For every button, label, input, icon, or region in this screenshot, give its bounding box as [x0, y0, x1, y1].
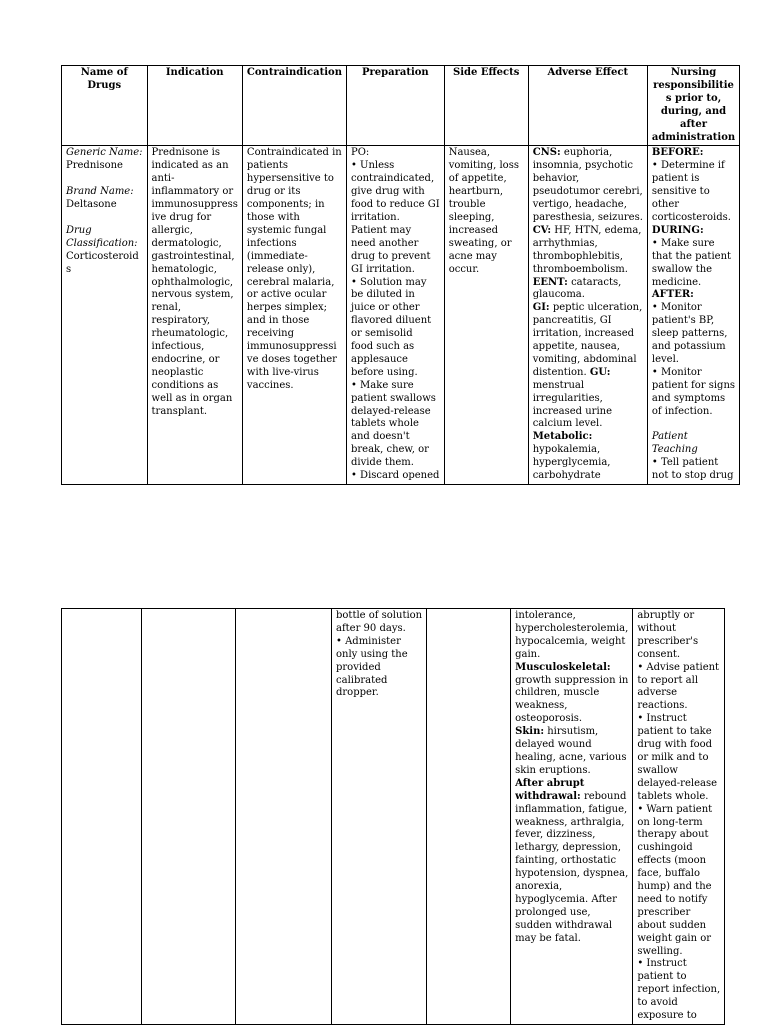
text-line: immunosuppress	[151, 199, 238, 211]
text-line: to report all	[637, 674, 699, 686]
text-line: be diluted in	[350, 289, 415, 301]
text-line: components; in	[246, 199, 325, 211]
text-line: exposure to	[637, 1010, 697, 1022]
text-line: sleep patterns,	[651, 328, 728, 340]
generic-name: Prednisone	[66, 160, 123, 172]
text-line: herpes simplex;	[246, 302, 328, 314]
text-line: patient to	[637, 971, 687, 983]
indication-cell	[142, 609, 236, 1025]
text-line: abruptly or	[637, 610, 695, 621]
text-line: • Monitor	[651, 302, 702, 314]
text-line: • Tell patient	[651, 457, 719, 469]
text-line: Nausea,	[448, 147, 491, 159]
text-line: conditions as	[151, 379, 219, 391]
drug-row	[62, 146, 740, 485]
text-line: those with	[246, 211, 300, 223]
text-line: provided	[336, 661, 381, 673]
text-line: • Monitor	[651, 366, 702, 378]
text-line: hematologic,	[151, 263, 217, 275]
drug-study-table-page-1	[61, 65, 740, 485]
text-line: neoplastic	[151, 366, 204, 378]
text-line: with live-virus	[246, 366, 319, 378]
text-line: occur.	[448, 263, 480, 275]
header-side-effects: Side Effects	[444, 66, 528, 146]
text-line: immunosuppressi	[246, 341, 337, 353]
text-line: GI irritation.	[350, 263, 415, 275]
text-line: divide them.	[350, 457, 414, 469]
text-line: ive drug for	[151, 211, 212, 223]
text-line: trouble	[448, 199, 486, 211]
text-line: • Administer	[336, 635, 401, 647]
brand-name-label: Brand Name:	[66, 186, 134, 198]
text-line: • Unless	[350, 160, 395, 172]
continuation-row	[62, 609, 725, 1025]
text-line: patients	[246, 160, 289, 172]
text-line: of appetite,	[448, 173, 507, 185]
text-line: release only),	[246, 263, 316, 275]
text-line: corticosteroids.	[651, 211, 731, 223]
text-line: drug with food	[637, 739, 713, 751]
text-line: need to notify	[637, 893, 708, 905]
text-line: flavored diluent	[350, 315, 432, 327]
header-adverse-effect: Adverse Effect	[528, 66, 647, 146]
text-line: about sudden	[637, 919, 707, 931]
text-line: give drug with	[350, 186, 425, 198]
text-line: hypersensitive to	[246, 173, 334, 185]
classification: Corticosteroid	[66, 250, 139, 262]
text-line: calibrated	[336, 674, 388, 686]
text-line: infectious,	[151, 341, 205, 353]
nursing-cell	[633, 609, 725, 1025]
text-line: swallow	[637, 764, 678, 776]
text-line: receiving	[246, 328, 295, 340]
text-line: other	[651, 199, 680, 211]
text-line: level.	[651, 353, 679, 365]
header-contraindication: Contraindication	[242, 66, 346, 146]
text-line: prescriber	[637, 906, 691, 918]
text-line: renal,	[151, 302, 181, 314]
text-line: systemic fungal	[246, 224, 327, 236]
text-line: allergic,	[151, 224, 193, 236]
text-line: tablets whole.	[637, 790, 709, 802]
text-line: indicated as an	[151, 160, 229, 172]
text-line: • Advise patient	[637, 661, 720, 673]
text-line: dropper.	[336, 687, 379, 699]
drug-study-table-page-2	[61, 608, 725, 1025]
text-line: without	[637, 622, 677, 634]
text-line: hump) and the	[637, 881, 712, 893]
side-effects-cell	[444, 146, 528, 485]
text-line: acne may	[448, 250, 497, 262]
text-line: tablets whole	[350, 418, 419, 430]
text-line: patient swallows	[350, 392, 436, 404]
text-line: report infection,	[637, 984, 721, 996]
text-line: • Make sure	[651, 237, 715, 249]
text-line: rheumatologic,	[151, 328, 229, 340]
text-line: adverse	[637, 687, 678, 699]
text-line: on long-term	[637, 816, 703, 828]
text-line: drug to prevent	[350, 250, 431, 262]
text-line: only using the	[336, 648, 408, 660]
text-line: consent.	[637, 648, 681, 660]
text-line: sensitive to	[651, 186, 710, 198]
drug-name-cell	[62, 609, 142, 1025]
text-line: medicine.	[651, 276, 702, 288]
text-line: increased	[448, 224, 499, 236]
adverse-effect-cell: intolerance, hypercholesterolemia, hypocalcemia, weight gain. Musculoskeletal: growth suppression in children, muscle weakness, osteoporosis. Skin: hirsutism, delayed wound healing, acne, various skin eruptions. After abrupt withdrawal: rebound inflammation, fatigue, weakness, arthralgia, fever, dizziness, lethargy, depression, fainting, orthostatic hypotension, dyspnea, anorexia, hypoglycemia. After prolonged use, sudden withdrawal may be fatal.	[511, 609, 633, 1025]
text-line: sleeping,	[448, 211, 495, 223]
text-line: and doesn't	[350, 431, 410, 443]
text-line: • Instruct	[637, 713, 687, 725]
text-line: irritation.	[350, 211, 400, 223]
text-line: patient's BP,	[651, 315, 715, 327]
text-line: PO:	[350, 147, 370, 159]
text-line: contraindicated,	[350, 173, 435, 185]
text-line: weight gain or	[637, 932, 712, 944]
text-line: Contraindicated in	[246, 147, 342, 159]
header-row	[62, 66, 740, 146]
text-line: well as in organ	[151, 392, 233, 404]
side-effects-cell	[427, 609, 511, 1025]
text-line: • Make sure	[350, 379, 414, 391]
text-line: anti-	[151, 173, 175, 185]
text-line: bottle of solution	[336, 610, 423, 621]
text-line: or milk and to	[637, 751, 709, 763]
text-line: patient for signs	[651, 379, 736, 391]
text-line: and symptoms	[651, 392, 726, 404]
text-line: therapy about	[637, 829, 709, 841]
text-line: swelling.	[637, 945, 683, 957]
text-line: heartburn,	[448, 186, 504, 198]
text-line: that the patient	[651, 250, 732, 262]
text-line: endocrine, or	[151, 353, 220, 365]
text-line: • Instruct	[637, 958, 687, 970]
text-line: effects (moon	[637, 855, 707, 867]
text-line: • Solution may	[350, 276, 427, 288]
text-line: applesauce	[350, 353, 408, 365]
text-line: drug or its	[246, 186, 301, 198]
text-line: vaccines.	[246, 379, 294, 391]
text-line: dermatologic,	[151, 237, 222, 249]
text-line: face, buffalo	[637, 868, 701, 880]
text-line: and in those	[246, 315, 310, 327]
text-line: delayed-release	[350, 405, 431, 417]
text-line: and potassium	[651, 341, 726, 353]
text-line: ophthalmologic,	[151, 276, 234, 288]
text-line: • Determine if	[651, 160, 725, 172]
text-line: need another	[350, 237, 419, 249]
generic-name-label: Generic Name:	[66, 147, 143, 159]
header-nursing: Nursing responsibilitie s prior to, during, and after administration	[647, 66, 739, 146]
text-line: to avoid	[637, 997, 678, 1009]
classification-label: Classification:	[66, 237, 138, 249]
text-line: ve doses together	[246, 353, 337, 365]
header-indication: Indication	[147, 66, 242, 146]
text-line: patient is	[651, 173, 700, 185]
text-line: • Discard opened	[350, 470, 440, 482]
text-line: juice or other	[350, 302, 420, 314]
contraindication-cell	[242, 146, 346, 485]
header-preparation: Preparation	[346, 66, 444, 146]
classification-label: Drug	[66, 224, 92, 236]
preparation-cell	[346, 146, 444, 485]
indication-cell	[147, 146, 242, 485]
text-line: • Warn patient	[637, 803, 713, 815]
text-line: infections	[246, 237, 297, 249]
text-line: vomiting, loss	[448, 160, 519, 172]
text-line: break, chew, or	[350, 444, 429, 456]
text-line: nervous system,	[151, 289, 234, 301]
text-line: cerebral malaria,	[246, 276, 335, 288]
text-line: swallow the	[651, 263, 713, 275]
nursing-cell: BEFORE: • Determine if patient is sensitive to other corticosteroids. DURING: • Make sure that the patient swallow the medicine. AFTER: • Monitor patient's BP, sleep patterns, and potassium level. • Monitor patient for signs and symptoms of infection. Patient Teaching • Tell patient not to stop drug	[647, 146, 739, 485]
text-line: reactions.	[637, 700, 688, 712]
header-drug-name: Name of Drugs	[62, 66, 148, 146]
text-line: food to reduce GI	[350, 199, 440, 211]
text-line: Prednisone is	[151, 147, 221, 159]
text-line: food such as	[350, 341, 415, 353]
text-line: transplant.	[151, 405, 208, 417]
brand-name: Deltasone	[66, 199, 117, 211]
text-line: not to stop drug	[651, 470, 734, 482]
text-line: Patient may	[350, 224, 412, 236]
text-line: or active ocular	[246, 289, 327, 301]
preparation-cell	[332, 609, 427, 1025]
text-line: before using.	[350, 366, 418, 378]
text-line: patient to take	[637, 726, 712, 738]
text-line: prescriber's	[637, 635, 699, 647]
classification: s	[66, 263, 72, 275]
text-line: or semisolid	[350, 328, 413, 340]
text-line: respiratory,	[151, 315, 211, 327]
text-line: inflammatory or	[151, 186, 234, 198]
text-line: cushingoid	[637, 842, 693, 854]
text-line: gastrointestinal,	[151, 250, 235, 262]
drug-name-cell	[62, 146, 148, 485]
text-line: (immediate-	[246, 250, 308, 262]
text-line: sweating, or	[448, 237, 512, 249]
adverse-effect-cell: CNS: euphoria, insomnia, psychotic behavior, pseudotumor cerebri, vertigo, headache, paresthesia, seizures. CV: HF, HTN, edema, arrhythmias, thrombophlebitis, thromboembolism. EENT: cataracts, glaucoma. GI: peptic ulceration, pancreatitis, GI irritation, increased appetite, nausea, vomiting, abdominal distention. GU: menstrual irregularities, increased urine calcium level. Metabolic: hypokalemia, hyperglycemia, carbohydrate	[528, 146, 647, 485]
contraindication-cell	[236, 609, 332, 1025]
text-line: of infection.	[651, 405, 713, 417]
text-line: after 90 days.	[336, 622, 406, 634]
text-line: delayed-release	[637, 777, 717, 789]
